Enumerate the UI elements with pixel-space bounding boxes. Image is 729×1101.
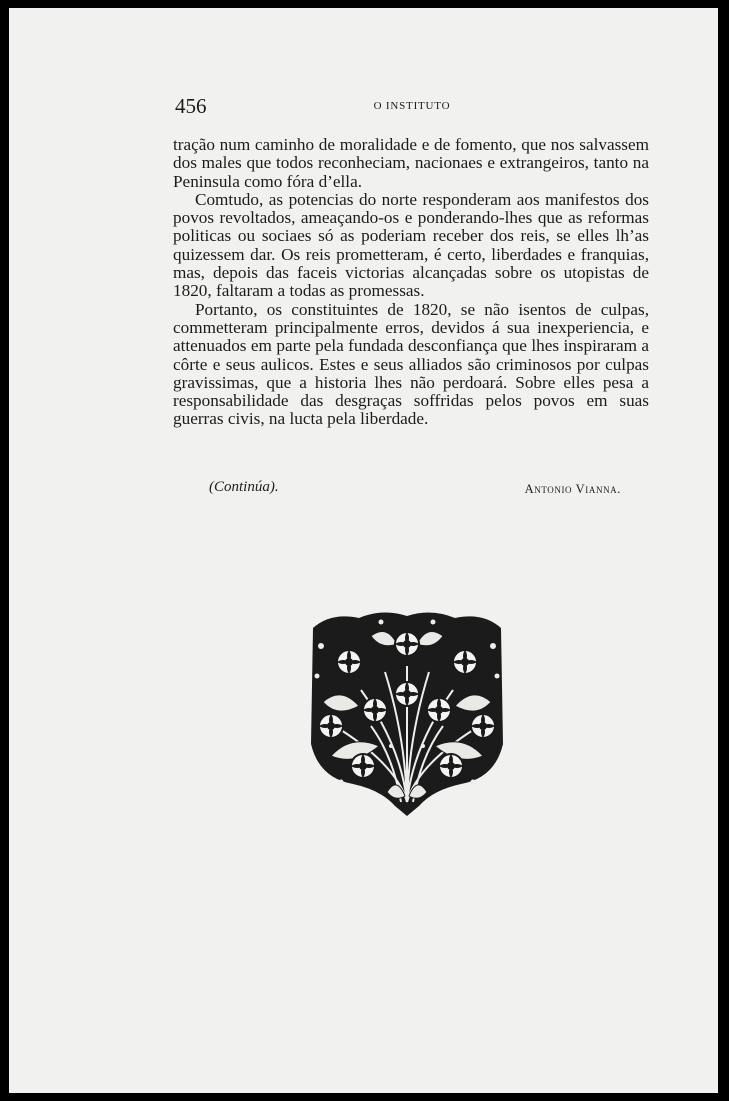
continua-note: (Continúa).: [209, 479, 279, 495]
body-text: [173, 136, 649, 429]
floral-ornament-icon: [301, 606, 513, 820]
author-signature: Antonio Vianna.: [524, 482, 621, 496]
paragraph-1: tração num caminho de moralidade e de fomento, que nos salvassem dos males que todos reconheciam, nacionaes e extrangeiros, tanto na Peninsula como fóra d’ella.: [173, 135, 649, 191]
page-header: [175, 94, 649, 124]
signature-line: [173, 479, 649, 503]
paragraph-3: Portanto, os constituintes de 1820, se não isentos de culpas, commetteram principalmente erros, devidos á sua inexperiencia, e attenuados em parte pela fundada desconfiança que lhes inspiraram a côrte e seus aulicos. Estes e seus alliados são criminosos por culpas gravissimas, que a historia lhes não perdoará. Sobre elles pesa a responsabilidade das desgraças soffridas pelos povos em suas guerras civis, na lucta pela liberdade.: [173, 299, 649, 429]
book-page: [9, 8, 718, 1093]
page-number: 456: [175, 94, 207, 118]
running-title: O INSTITUTO: [373, 100, 451, 112]
paragraph-2: Comtudo, as potencias do norte responderam aos manifestos dos povos revoltados, ameaçando-os e ponderando-lhes que as reformas politicas ou sociaes só as poderiam receber dos reis, se elles lh’as quizessem dar. Os reis prometteram, é certo, liberdades e franquias, mas, depois das faceis victorias alcançadas sobre os utopistas de 1820, faltaram a todas as promessas.: [173, 189, 649, 301]
